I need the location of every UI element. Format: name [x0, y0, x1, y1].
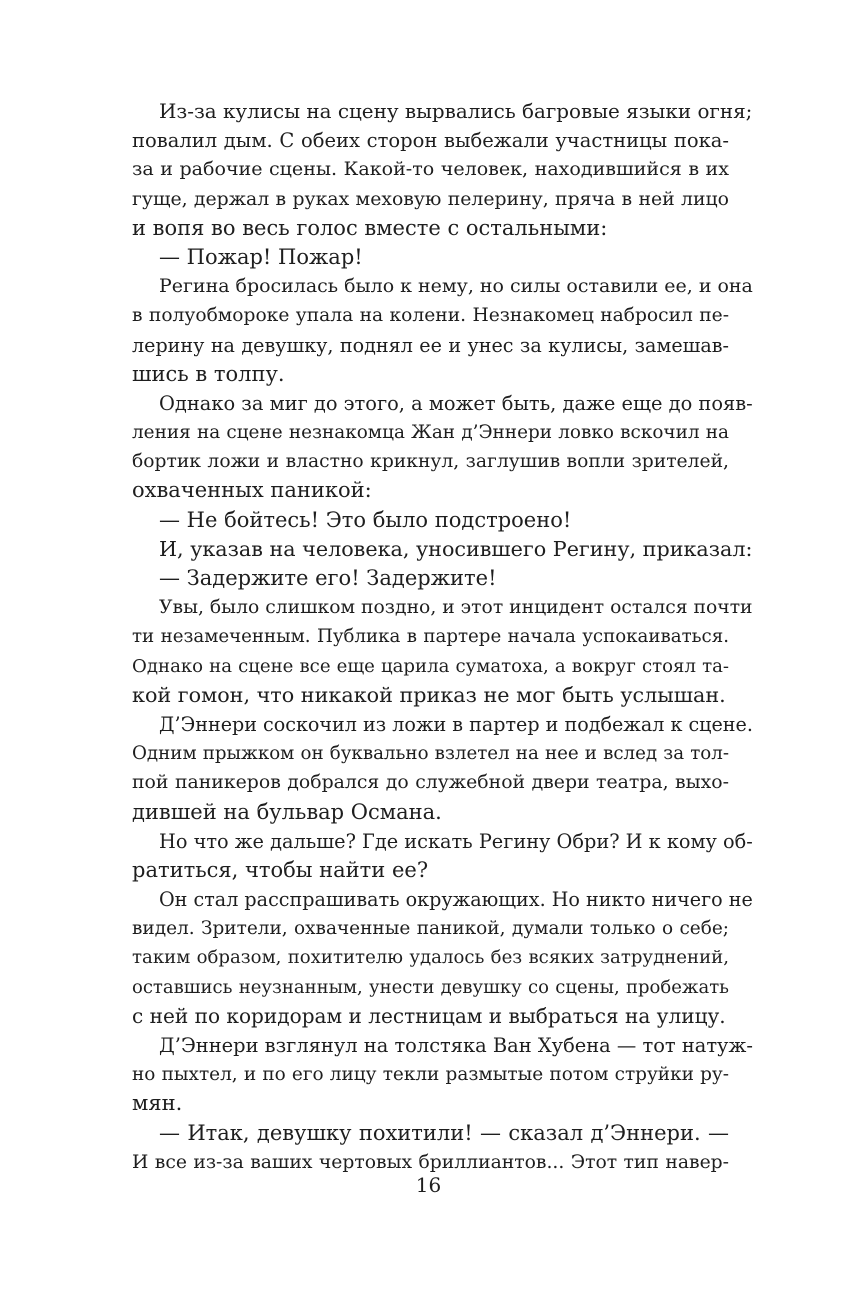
text-line: бортик ложи и властно крикнул, заглушив вопли зрителей, [132, 451, 729, 473]
text-line: — Не бойтесь! Это было подстроено! [159, 507, 572, 532]
text-line: — Пожар! Пожар! [159, 244, 363, 269]
text-line: Одним прыжком он буквально взлетел на нее и вслед за тол- [132, 743, 729, 765]
text-line: таким образом, похитителю удалось без всяких затруднений, [132, 947, 729, 969]
text-line: Из-за кулисы на сцену вырвались багровые языки огня; [159, 100, 753, 123]
page-number: 16 [415, 1173, 442, 1197]
text-line: мян. [132, 1091, 183, 1116]
text-line: Д’Эннери соскочил из ложи в партер и подбежал к сцене. [159, 712, 753, 736]
text-line: гуще, держал в руках меховую пелерину, пряча в ней лицо [132, 188, 729, 210]
text-line: И все из-за ваших чертовых бриллиантов... Этот тип навер- [132, 1151, 729, 1173]
body-text [132, 97, 753, 1177]
text-line: охваченных паникой: [132, 478, 372, 503]
text-line: повалил дым. С обеих сторон выбежали участницы пока- [132, 129, 729, 153]
text-line: лерину на девушку, поднял ее и унес за кулисы, замешав- [132, 333, 729, 357]
text-line: видел. Зрители, охваченные паникой, думали только о себе; [132, 918, 729, 940]
text-line: — Задержите его! Задержите! [159, 566, 497, 590]
text-line: за и рабочие сцены. Какой-то человек, находившийся в их [132, 158, 729, 181]
text-line: оставшись неузнанным, унести девушку со сцены, пробежать [132, 976, 729, 998]
text-line: ратиться, чтобы найти ее? [132, 857, 429, 882]
text-line: кой гомон, что никакой приказ не мог быть услышан. [132, 682, 726, 707]
text-line: ти незамеченным. Публика в партере начала успокаиваться. [132, 626, 729, 648]
text-line: шись в толпу. [132, 361, 285, 386]
text-line: но пыхтел, и по его лицу текли размытые потом струйки ру- [132, 1064, 729, 1086]
text-line: Регина бросилась было к нему, но силы оставили ее, и она [159, 275, 753, 298]
text-line: в полуобмороке упала на колени. Незнакомец набросил пе- [132, 305, 729, 327]
text-line: и вопя во весь голос вместе с остальными: [132, 215, 608, 240]
text-line: с ней по коридорам и лестницам и выбраться на улицу. [132, 1003, 726, 1028]
text-line: Но что же дальше? Где искать Регину Обри? И к кому об- [159, 829, 753, 853]
text-line: Однако за миг до этого, а может быть, даже еще до появ- [159, 391, 753, 415]
text-line: Он стал расспрашивать окружающих. Но никто ничего не [159, 888, 753, 912]
text-line: ления на сцене незнакомца Жан д’Эннери ловко вскочил на [132, 422, 729, 444]
text-line: Д’Эннери взглянул на толстяка Ван Хубена — тот натуж- [159, 1034, 753, 1057]
text-line: И, указав на человека, уносившего Регину, приказал: [159, 536, 753, 561]
text-line: — Итак, девушку похитили! — сказал д’Эннери. — [159, 1120, 729, 1145]
text-line: Однако на сцене все еще царила суматоха, а вокруг стоял та- [132, 655, 729, 677]
text-line: Увы, было слишком поздно, и этот инцидент остался почти [159, 597, 753, 619]
text-line: пой паникеров добрался до служебной двери театра, выхо- [132, 772, 729, 794]
text-line: дившей на бульвар Османа. [132, 799, 442, 824]
